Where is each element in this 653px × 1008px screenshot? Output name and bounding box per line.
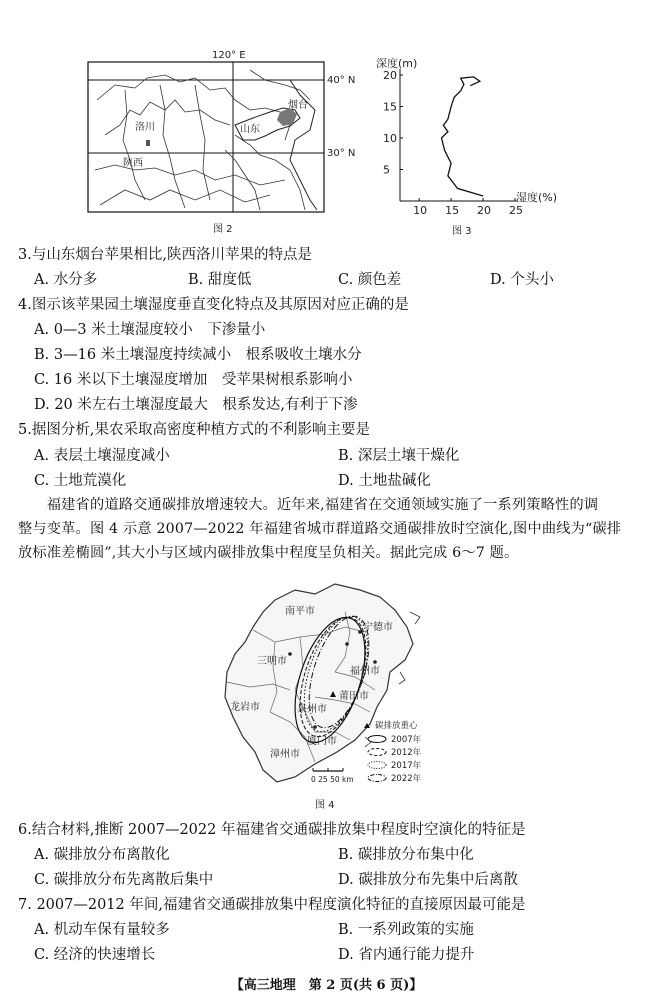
question-5-stem: 5.据图分析,果农采取高密度种植方式的不利影响主要是 — [18, 422, 370, 438]
page-footer: 【高三地理 第 2 页(共 6 页)】 — [230, 978, 423, 993]
figure-4-map — [215, 572, 455, 817]
q3-option-a[interactable]: A. 水分多 — [34, 272, 98, 288]
label-ningde: 宁德市 — [363, 622, 393, 633]
question-4-stem: 4.图示该苹果园土壤湿度垂直变化特点及其原因对应正确的是 — [18, 297, 409, 313]
q7-option-a[interactable]: A. 机动车保有量较多 — [34, 922, 170, 938]
question-3-stem: 3.与山东烟台苹果相比,陕西洛川苹果的特点是 — [18, 247, 312, 263]
q4-option-c[interactable]: C. 16 米以下土壤湿度增加 受苹果树根系影响小 — [34, 372, 353, 388]
fujian-outline — [225, 584, 413, 782]
label-nanping: 南平市 — [285, 606, 315, 617]
x-tick-label: 25 — [509, 204, 523, 217]
y-tick-label: 15 — [383, 100, 397, 114]
passage-line-3: 放标准差椭圆”,其大小与区域内碳排放集中程度呈负相关。据此完成 6～7 题。 — [18, 545, 519, 561]
figure-3-caption: 图 3 — [452, 226, 472, 237]
shaanxi-label: 陕西 — [123, 158, 143, 169]
scale-label: 0 25 50 km — [311, 775, 354, 784]
q6-option-a[interactable]: A. 碳排放分布离散化 — [34, 847, 170, 863]
q5-option-a[interactable]: A. 表层土壤湿度减小 — [34, 448, 170, 464]
legend-2012-symbol — [368, 749, 386, 756]
legend-2007-symbol — [368, 736, 386, 743]
legend — [364, 720, 422, 784]
passage — [18, 493, 638, 565]
question-7-stem: 7. 2007—2012 年间,福建省交通碳排放集中程度演化特征的直接原因最可能是 — [18, 897, 526, 913]
label-sanming: 三明市 — [257, 656, 287, 667]
figure-3-chart — [370, 55, 570, 240]
x-tick-label: 15 — [445, 204, 460, 217]
question-6-stem: 6.结合材料,推断 2007—2022 年福建省交通碳排放集中程度时空演化的特征是 — [18, 822, 526, 838]
luochuan-marker — [146, 140, 150, 146]
passage-line-1: 福建省的道路交通碳排放增速较大。近年来,福建省在交通领域实施了一系列策略性的调 — [18, 497, 599, 513]
scale-bar — [311, 768, 354, 784]
moisture-profile-line — [442, 77, 484, 196]
y-axis-label: 深度(m) — [376, 57, 418, 70]
y-tick-label: 5 — [383, 163, 390, 177]
label-zhangzhou: 漳州市 — [270, 749, 300, 760]
q6-option-c[interactable]: C. 碳排放分布先离散后集中 — [34, 872, 214, 888]
x-axis-label: 湿度(%) — [516, 191, 558, 204]
q7-option-c[interactable]: C. 经济的快速增长 — [34, 947, 156, 963]
figure-2-caption: 图 2 — [213, 224, 233, 235]
q5-option-b[interactable]: B. 深层土壤干燥化 — [338, 448, 460, 464]
label-putian: 莆田市 — [339, 691, 369, 702]
y-tick-label: 20 — [383, 69, 397, 82]
x-tick-label: 10 — [413, 204, 428, 217]
q3-option-b[interactable]: B. 甜度低 — [188, 272, 252, 288]
q4-option-d[interactable]: D. 20 米左右土壤湿度最大 根系发达,有利于下渗 — [34, 397, 358, 413]
yantai-label: 烟台 — [288, 100, 308, 111]
q5-option-c[interactable]: C. 土地荒漠化 — [34, 473, 127, 489]
lat-30-label: 30° N — [327, 148, 356, 159]
y-tick-label: 10 — [383, 132, 397, 145]
label-quanzhou: 泉州市 — [297, 704, 327, 715]
q5-option-d[interactable]: D. 土地盐碱化 — [338, 473, 431, 489]
legend-2022-label: 2022年 — [391, 774, 422, 784]
q6-option-b[interactable]: B. 碳排放分布集中化 — [338, 847, 474, 863]
q7-option-b[interactable]: B. 一系列政策的实施 — [338, 922, 474, 938]
luochuan-label: 洛川 — [135, 122, 155, 133]
q6-option-d[interactable]: D. 碳排放分布先集中后离散 — [338, 872, 518, 888]
legend-2017-label: 2017年 — [391, 761, 422, 771]
x-tick-label: 20 — [477, 204, 492, 217]
q4-option-a[interactable]: A. 0—3 米土壤湿度较小 下渗量小 — [34, 322, 266, 338]
q3-option-c[interactable]: C. 颜色差 — [338, 272, 402, 288]
figure-2-map — [85, 40, 356, 240]
label-xiamen: 厦门市 — [307, 736, 337, 747]
meridian-label: 120° E — [212, 50, 246, 61]
lat-40-label: 40° N — [327, 75, 356, 86]
legend-2007-label: 2007年 — [391, 735, 422, 745]
chart-axes — [400, 69, 517, 201]
label-longyan: 龙岩市 — [230, 702, 260, 713]
legend-2012-label: 2012年 — [391, 748, 422, 758]
legend-2017-symbol — [368, 762, 386, 769]
q3-option-d[interactable]: D. 个头小 — [490, 272, 554, 288]
figure-4-caption: 图 4 — [315, 800, 335, 811]
q7-option-d[interactable]: D. 省内通行能力提升 — [338, 947, 475, 963]
label-fuzhou: 福州市 — [350, 666, 380, 677]
q4-option-b[interactable]: B. 3—16 米土壤湿度持续减小 根系吸收土壤水分 — [34, 347, 362, 363]
legend-2022-symbol — [368, 775, 386, 782]
shandong-label: 山东 — [240, 124, 260, 135]
legend-center-label: 碳排放重心 — [375, 721, 418, 731]
passage-line-2: 整与变革。图 4 示意 2007—2022 年福建省城市群道路交通碳排放时空演化,图中曲线为“碳排 — [18, 521, 622, 537]
